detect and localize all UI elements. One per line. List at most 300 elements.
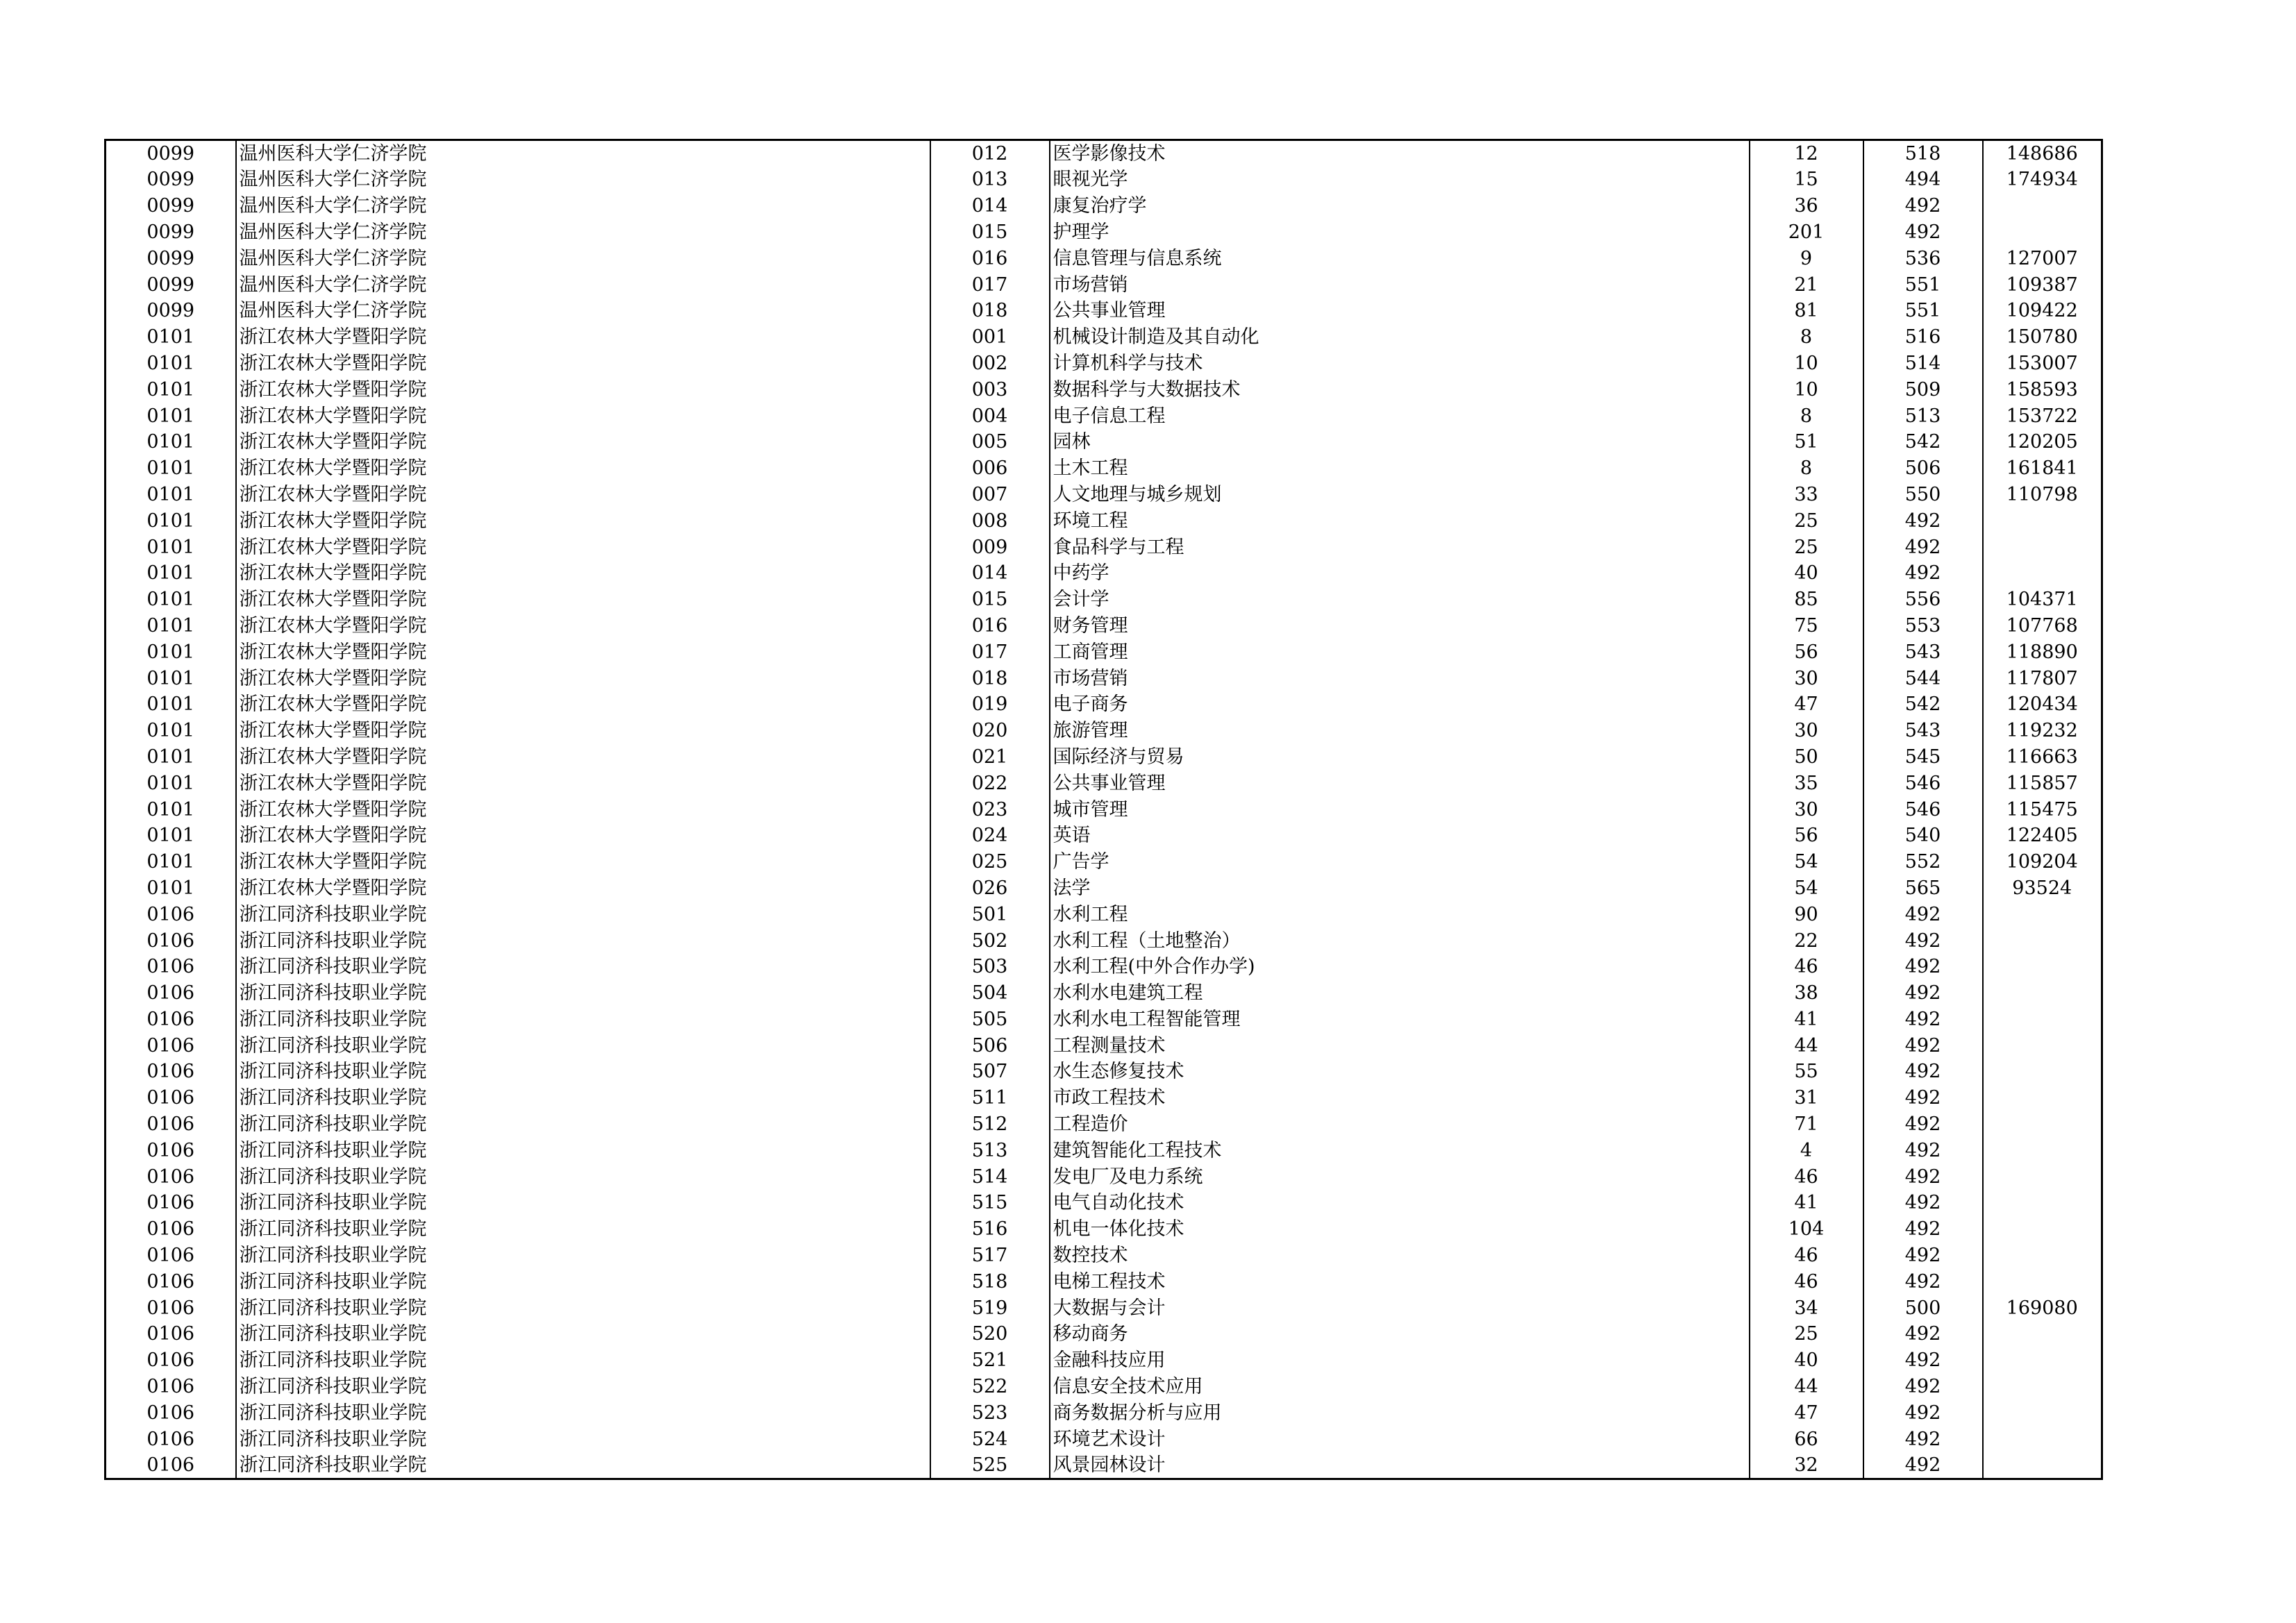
major-code-cell: 513 — [930, 1137, 1050, 1163]
school-code-cell: 0106 — [106, 1347, 236, 1374]
major-name-cell: 市政工程技术 — [1050, 1085, 1750, 1111]
table-row — [106, 1032, 2102, 1059]
table-row — [106, 298, 2102, 324]
school-name-cell: 浙江农林大学暨阳学院 — [236, 403, 930, 429]
min-score-cell: 492 — [1863, 219, 1983, 246]
major-code-cell: 012 — [930, 140, 1050, 167]
plan-count-cell: 90 — [1750, 901, 1863, 927]
major-name-cell: 食品科学与工程 — [1050, 534, 1750, 560]
major-name-cell: 公共事业管理 — [1050, 770, 1750, 796]
major-code-cell: 018 — [930, 665, 1050, 691]
school-code-cell: 0106 — [106, 1399, 236, 1426]
school-code-cell: 0106 — [106, 1374, 236, 1400]
table-row — [106, 1163, 2102, 1190]
rank-cell: 107768 — [1983, 613, 2102, 639]
school-code-cell: 0101 — [106, 744, 236, 771]
min-score-cell: 543 — [1863, 639, 1983, 665]
plan-count-cell: 8 — [1750, 324, 1863, 351]
major-name-cell: 广告学 — [1050, 849, 1750, 875]
min-score-cell: 514 — [1863, 351, 1983, 377]
school-name-cell: 浙江农林大学暨阳学院 — [236, 534, 930, 560]
major-name-cell: 水利工程 — [1050, 901, 1750, 927]
major-name-cell: 大数据与会计 — [1050, 1295, 1750, 1321]
school-code-cell: 0099 — [106, 219, 236, 246]
school-code-cell: 0099 — [106, 167, 236, 193]
table-row — [106, 691, 2102, 718]
school-name-cell: 浙江农林大学暨阳学院 — [236, 455, 930, 482]
plan-count-cell: 201 — [1750, 219, 1863, 246]
school-name-cell: 浙江同济科技职业学院 — [236, 1295, 930, 1321]
min-score-cell: 492 — [1863, 1452, 1983, 1479]
min-score-cell: 492 — [1863, 507, 1983, 534]
rank-cell — [1983, 1007, 2102, 1033]
plan-count-cell: 30 — [1750, 718, 1863, 744]
rank-cell — [1983, 1243, 2102, 1269]
rank-cell: 148686 — [1983, 140, 2102, 167]
major-code-cell: 017 — [930, 639, 1050, 665]
plan-count-cell: 104 — [1750, 1216, 1863, 1243]
table-row — [106, 639, 2102, 665]
min-score-cell: 492 — [1863, 534, 1983, 560]
school-name-cell: 浙江农林大学暨阳学院 — [236, 849, 930, 875]
rank-cell — [1983, 1321, 2102, 1347]
school-name-cell: 浙江农林大学暨阳学院 — [236, 796, 930, 823]
plan-count-cell: 15 — [1750, 167, 1863, 193]
major-name-cell: 水生态修复技术 — [1050, 1059, 1750, 1085]
major-code-cell: 503 — [930, 954, 1050, 980]
min-score-cell: 518 — [1863, 140, 1983, 167]
school-name-cell: 浙江农林大学暨阳学院 — [236, 718, 930, 744]
major-code-cell: 019 — [930, 691, 1050, 718]
plan-count-cell: 46 — [1750, 1243, 1863, 1269]
major-code-cell: 015 — [930, 587, 1050, 613]
min-score-cell: 545 — [1863, 744, 1983, 771]
major-code-cell: 007 — [930, 482, 1050, 508]
table-row — [106, 219, 2102, 246]
min-score-cell: 552 — [1863, 849, 1983, 875]
school-name-cell: 浙江同济科技职业学院 — [236, 954, 930, 980]
rank-cell: 117807 — [1983, 665, 2102, 691]
major-code-cell: 009 — [930, 534, 1050, 560]
major-code-cell: 016 — [930, 245, 1050, 271]
plan-count-cell: 9 — [1750, 245, 1863, 271]
major-name-cell: 水利工程(中外合作办学) — [1050, 954, 1750, 980]
plan-count-cell: 50 — [1750, 744, 1863, 771]
table-row — [106, 1243, 2102, 1269]
table-row — [106, 665, 2102, 691]
major-code-cell: 522 — [930, 1374, 1050, 1400]
rank-cell: 161841 — [1983, 455, 2102, 482]
major-name-cell: 国际经济与贸易 — [1050, 744, 1750, 771]
table-row — [106, 770, 2102, 796]
rank-cell — [1983, 954, 2102, 980]
school-code-cell: 0101 — [106, 796, 236, 823]
table-row — [106, 1216, 2102, 1243]
major-name-cell: 环境工程 — [1050, 507, 1750, 534]
min-score-cell: 551 — [1863, 271, 1983, 298]
school-code-cell: 0101 — [106, 507, 236, 534]
major-name-cell: 市场营销 — [1050, 665, 1750, 691]
school-code-cell: 0106 — [106, 1295, 236, 1321]
table-row — [106, 1347, 2102, 1374]
min-score-cell: 543 — [1863, 718, 1983, 744]
rank-cell: 110798 — [1983, 482, 2102, 508]
plan-count-cell: 44 — [1750, 1374, 1863, 1400]
school-name-cell: 浙江同济科技职业学院 — [236, 1321, 930, 1347]
school-name-cell: 浙江农林大学暨阳学院 — [236, 744, 930, 771]
major-code-cell: 024 — [930, 823, 1050, 849]
min-score-cell: 492 — [1863, 1243, 1983, 1269]
table-row — [106, 980, 2102, 1007]
school-code-cell: 0106 — [106, 1243, 236, 1269]
school-code-cell: 0099 — [106, 298, 236, 324]
major-name-cell: 康复治疗学 — [1050, 193, 1750, 219]
rank-cell: 116663 — [1983, 744, 2102, 771]
plan-count-cell: 81 — [1750, 298, 1863, 324]
rank-cell: 127007 — [1983, 245, 2102, 271]
rank-cell — [1983, 193, 2102, 219]
school-name-cell: 浙江同济科技职业学院 — [236, 1137, 930, 1163]
min-score-cell: 551 — [1863, 298, 1983, 324]
major-code-cell: 507 — [930, 1059, 1050, 1085]
min-score-cell: 492 — [1863, 1321, 1983, 1347]
school-code-cell: 0106 — [106, 1032, 236, 1059]
school-code-cell: 0101 — [106, 429, 236, 455]
table-row — [106, 351, 2102, 377]
school-code-cell: 0106 — [106, 954, 236, 980]
table-row — [106, 1321, 2102, 1347]
table-row — [106, 1399, 2102, 1426]
table-row — [106, 1059, 2102, 1085]
admission-table — [104, 139, 2103, 1480]
min-score-cell: 492 — [1863, 1399, 1983, 1426]
school-code-cell: 0106 — [106, 1268, 236, 1295]
table-row — [106, 167, 2102, 193]
plan-count-cell: 10 — [1750, 376, 1863, 403]
min-score-cell: 542 — [1863, 691, 1983, 718]
major-code-cell: 524 — [930, 1426, 1050, 1452]
school-code-cell: 0101 — [106, 770, 236, 796]
table-row — [106, 901, 2102, 927]
plan-count-cell: 66 — [1750, 1426, 1863, 1452]
plan-count-cell: 30 — [1750, 665, 1863, 691]
plan-count-cell: 41 — [1750, 1190, 1863, 1216]
major-code-cell: 515 — [930, 1190, 1050, 1216]
table-row — [106, 376, 2102, 403]
table-row — [106, 1374, 2102, 1400]
table-row — [106, 849, 2102, 875]
rank-cell — [1983, 980, 2102, 1007]
rank-cell — [1983, 927, 2102, 954]
plan-count-cell: 36 — [1750, 193, 1863, 219]
major-code-cell: 008 — [930, 507, 1050, 534]
rank-cell — [1983, 1163, 2102, 1190]
school-code-cell: 0101 — [106, 718, 236, 744]
plan-count-cell: 55 — [1750, 1059, 1863, 1085]
rank-cell: 153722 — [1983, 403, 2102, 429]
major-code-cell: 525 — [930, 1452, 1050, 1479]
table-row — [106, 193, 2102, 219]
major-name-cell: 水利水电工程智能管理 — [1050, 1007, 1750, 1033]
school-name-cell: 浙江同济科技职业学院 — [236, 1111, 930, 1138]
major-name-cell: 建筑智能化工程技术 — [1050, 1137, 1750, 1163]
min-score-cell: 492 — [1863, 1007, 1983, 1033]
school-name-cell: 温州医科大学仁济学院 — [236, 219, 930, 246]
major-name-cell: 信息安全技术应用 — [1050, 1374, 1750, 1400]
table-row — [106, 534, 2102, 560]
school-code-cell: 0101 — [106, 639, 236, 665]
major-code-cell: 022 — [930, 770, 1050, 796]
school-name-cell: 浙江同济科技职业学院 — [236, 980, 930, 1007]
min-score-cell: 492 — [1863, 1268, 1983, 1295]
school-code-cell: 0106 — [106, 980, 236, 1007]
table-row — [106, 587, 2102, 613]
school-name-cell: 浙江同济科技职业学院 — [236, 1347, 930, 1374]
rank-cell: 115475 — [1983, 796, 2102, 823]
plan-count-cell: 10 — [1750, 351, 1863, 377]
plan-count-cell: 33 — [1750, 482, 1863, 508]
rank-cell — [1983, 1111, 2102, 1138]
rank-cell — [1983, 1374, 2102, 1400]
plan-count-cell: 46 — [1750, 1268, 1863, 1295]
plan-count-cell: 40 — [1750, 560, 1863, 587]
major-code-cell: 523 — [930, 1399, 1050, 1426]
rank-cell — [1983, 1426, 2102, 1452]
school-name-cell: 浙江同济科技职业学院 — [236, 1007, 930, 1033]
min-score-cell: 494 — [1863, 167, 1983, 193]
school-code-cell: 0106 — [106, 927, 236, 954]
school-name-cell: 浙江同济科技职业学院 — [236, 927, 930, 954]
school-name-cell: 浙江同济科技职业学院 — [236, 1059, 930, 1085]
plan-count-cell: 54 — [1750, 875, 1863, 902]
min-score-cell: 492 — [1863, 560, 1983, 587]
plan-count-cell: 75 — [1750, 613, 1863, 639]
major-code-cell: 023 — [930, 796, 1050, 823]
major-name-cell: 环境艺术设计 — [1050, 1426, 1750, 1452]
school-code-cell: 0101 — [106, 560, 236, 587]
table-row — [106, 823, 2102, 849]
table-row — [106, 324, 2102, 351]
school-name-cell: 浙江同济科技职业学院 — [236, 1190, 930, 1216]
school-code-cell: 0101 — [106, 587, 236, 613]
plan-count-cell: 46 — [1750, 1163, 1863, 1190]
major-code-cell: 504 — [930, 980, 1050, 1007]
rank-cell: 153007 — [1983, 351, 2102, 377]
school-code-cell: 0101 — [106, 482, 236, 508]
min-score-cell: 550 — [1863, 482, 1983, 508]
school-code-cell: 0101 — [106, 351, 236, 377]
school-name-cell: 温州医科大学仁济学院 — [236, 271, 930, 298]
rank-cell: 119232 — [1983, 718, 2102, 744]
school-code-cell: 0106 — [106, 1111, 236, 1138]
school-code-cell: 0099 — [106, 193, 236, 219]
rank-cell: 174934 — [1983, 167, 2102, 193]
major-name-cell: 电梯工程技术 — [1050, 1268, 1750, 1295]
min-score-cell: 544 — [1863, 665, 1983, 691]
rank-cell — [1983, 219, 2102, 246]
major-name-cell: 水利水电建筑工程 — [1050, 980, 1750, 1007]
major-name-cell: 工商管理 — [1050, 639, 1750, 665]
major-code-cell: 025 — [930, 849, 1050, 875]
major-name-cell: 眼视光学 — [1050, 167, 1750, 193]
school-name-cell: 浙江同济科技职业学院 — [236, 1032, 930, 1059]
rank-cell: 93524 — [1983, 875, 2102, 902]
table-row — [106, 1295, 2102, 1321]
school-code-cell: 0101 — [106, 665, 236, 691]
rank-cell: 109387 — [1983, 271, 2102, 298]
plan-count-cell: 25 — [1750, 534, 1863, 560]
min-score-cell: 492 — [1863, 1032, 1983, 1059]
table-row — [106, 403, 2102, 429]
school-code-cell: 0101 — [106, 875, 236, 902]
school-name-cell: 浙江同济科技职业学院 — [236, 1085, 930, 1111]
school-code-cell: 0101 — [106, 324, 236, 351]
school-name-cell: 浙江同济科技职业学院 — [236, 1374, 930, 1400]
rank-cell — [1983, 1085, 2102, 1111]
plan-count-cell: 44 — [1750, 1032, 1863, 1059]
min-score-cell: 492 — [1863, 954, 1983, 980]
table-row — [106, 482, 2102, 508]
school-name-cell: 温州医科大学仁济学院 — [236, 193, 930, 219]
plan-count-cell: 47 — [1750, 1399, 1863, 1426]
school-code-cell: 0099 — [106, 271, 236, 298]
school-name-cell: 浙江农林大学暨阳学院 — [236, 770, 930, 796]
plan-count-cell: 25 — [1750, 1321, 1863, 1347]
major-code-cell: 017 — [930, 271, 1050, 298]
plan-count-cell: 35 — [1750, 770, 1863, 796]
school-code-cell: 0101 — [106, 455, 236, 482]
major-name-cell: 数控技术 — [1050, 1243, 1750, 1269]
school-name-cell: 浙江农林大学暨阳学院 — [236, 665, 930, 691]
school-code-cell: 0106 — [106, 1085, 236, 1111]
min-score-cell: 492 — [1863, 1059, 1983, 1085]
rank-cell — [1983, 1059, 2102, 1085]
plan-count-cell: 12 — [1750, 140, 1863, 167]
major-name-cell: 电子商务 — [1050, 691, 1750, 718]
min-score-cell: 492 — [1863, 1163, 1983, 1190]
major-code-cell: 520 — [930, 1321, 1050, 1347]
school-code-cell: 0106 — [106, 901, 236, 927]
plan-count-cell: 21 — [1750, 271, 1863, 298]
school-name-cell: 浙江同济科技职业学院 — [236, 1426, 930, 1452]
school-name-cell: 浙江农林大学暨阳学院 — [236, 429, 930, 455]
school-name-cell: 浙江农林大学暨阳学院 — [236, 639, 930, 665]
plan-count-cell: 56 — [1750, 639, 1863, 665]
school-code-cell: 0106 — [106, 1137, 236, 1163]
plan-count-cell: 51 — [1750, 429, 1863, 455]
major-code-cell: 004 — [930, 403, 1050, 429]
major-name-cell: 会计学 — [1050, 587, 1750, 613]
school-name-cell: 浙江农林大学暨阳学院 — [236, 691, 930, 718]
table-row — [106, 613, 2102, 639]
school-code-cell: 0106 — [106, 1059, 236, 1085]
major-code-cell: 505 — [930, 1007, 1050, 1033]
major-name-cell: 公共事业管理 — [1050, 298, 1750, 324]
school-name-cell: 温州医科大学仁济学院 — [236, 298, 930, 324]
rank-cell: 118890 — [1983, 639, 2102, 665]
major-name-cell: 工程测量技术 — [1050, 1032, 1750, 1059]
table-row — [106, 718, 2102, 744]
plan-count-cell: 31 — [1750, 1085, 1863, 1111]
rank-cell — [1983, 1268, 2102, 1295]
school-name-cell: 浙江农林大学暨阳学院 — [236, 324, 930, 351]
school-name-cell: 温州医科大学仁济学院 — [236, 245, 930, 271]
min-score-cell: 553 — [1863, 613, 1983, 639]
school-name-cell: 浙江农林大学暨阳学院 — [236, 507, 930, 534]
major-name-cell: 计算机科学与技术 — [1050, 351, 1750, 377]
school-name-cell: 浙江农林大学暨阳学院 — [236, 376, 930, 403]
plan-count-cell: 56 — [1750, 823, 1863, 849]
major-name-cell: 金融科技应用 — [1050, 1347, 1750, 1374]
major-code-cell: 517 — [930, 1243, 1050, 1269]
min-score-cell: 492 — [1863, 901, 1983, 927]
school-name-cell: 浙江农林大学暨阳学院 — [236, 560, 930, 587]
min-score-cell: 513 — [1863, 403, 1983, 429]
plan-count-cell: 8 — [1750, 455, 1863, 482]
major-code-cell: 026 — [930, 875, 1050, 902]
major-name-cell: 法学 — [1050, 875, 1750, 902]
rank-cell: 104371 — [1983, 587, 2102, 613]
major-code-cell: 006 — [930, 455, 1050, 482]
school-name-cell: 浙江同济科技职业学院 — [236, 1452, 930, 1479]
school-code-cell: 0101 — [106, 691, 236, 718]
table-row — [106, 1111, 2102, 1138]
rank-cell: 115857 — [1983, 770, 2102, 796]
min-score-cell: 492 — [1863, 1111, 1983, 1138]
rank-cell: 120434 — [1983, 691, 2102, 718]
major-name-cell: 护理学 — [1050, 219, 1750, 246]
table-row — [106, 744, 2102, 771]
min-score-cell: 542 — [1863, 429, 1983, 455]
plan-count-cell: 40 — [1750, 1347, 1863, 1374]
min-score-cell: 492 — [1863, 1374, 1983, 1400]
min-score-cell: 492 — [1863, 980, 1983, 1007]
min-score-cell: 516 — [1863, 324, 1983, 351]
school-name-cell: 浙江同济科技职业学院 — [236, 1399, 930, 1426]
school-name-cell: 浙江同济科技职业学院 — [236, 1243, 930, 1269]
major-name-cell: 电子信息工程 — [1050, 403, 1750, 429]
rank-cell: 109422 — [1983, 298, 2102, 324]
rank-cell: 120205 — [1983, 429, 2102, 455]
major-code-cell: 014 — [930, 193, 1050, 219]
major-code-cell: 501 — [930, 901, 1050, 927]
min-score-cell: 492 — [1863, 1137, 1983, 1163]
school-code-cell: 0101 — [106, 823, 236, 849]
min-score-cell: 506 — [1863, 455, 1983, 482]
table-row — [106, 1452, 2102, 1479]
major-name-cell: 园林 — [1050, 429, 1750, 455]
major-code-cell: 502 — [930, 927, 1050, 954]
major-name-cell: 水利工程（土地整治） — [1050, 927, 1750, 954]
min-score-cell: 500 — [1863, 1295, 1983, 1321]
major-code-cell: 002 — [930, 351, 1050, 377]
school-code-cell: 0101 — [106, 403, 236, 429]
plan-count-cell: 41 — [1750, 1007, 1863, 1033]
rank-cell — [1983, 1399, 2102, 1426]
min-score-cell: 546 — [1863, 770, 1983, 796]
school-code-cell: 0106 — [106, 1190, 236, 1216]
major-code-cell: 016 — [930, 613, 1050, 639]
school-name-cell: 浙江农林大学暨阳学院 — [236, 482, 930, 508]
rank-cell — [1983, 560, 2102, 587]
min-score-cell: 546 — [1863, 796, 1983, 823]
plan-count-cell: 4 — [1750, 1137, 1863, 1163]
min-score-cell: 509 — [1863, 376, 1983, 403]
min-score-cell: 565 — [1863, 875, 1983, 902]
school-code-cell: 0106 — [106, 1163, 236, 1190]
min-score-cell: 556 — [1863, 587, 1983, 613]
major-code-cell: 013 — [930, 167, 1050, 193]
